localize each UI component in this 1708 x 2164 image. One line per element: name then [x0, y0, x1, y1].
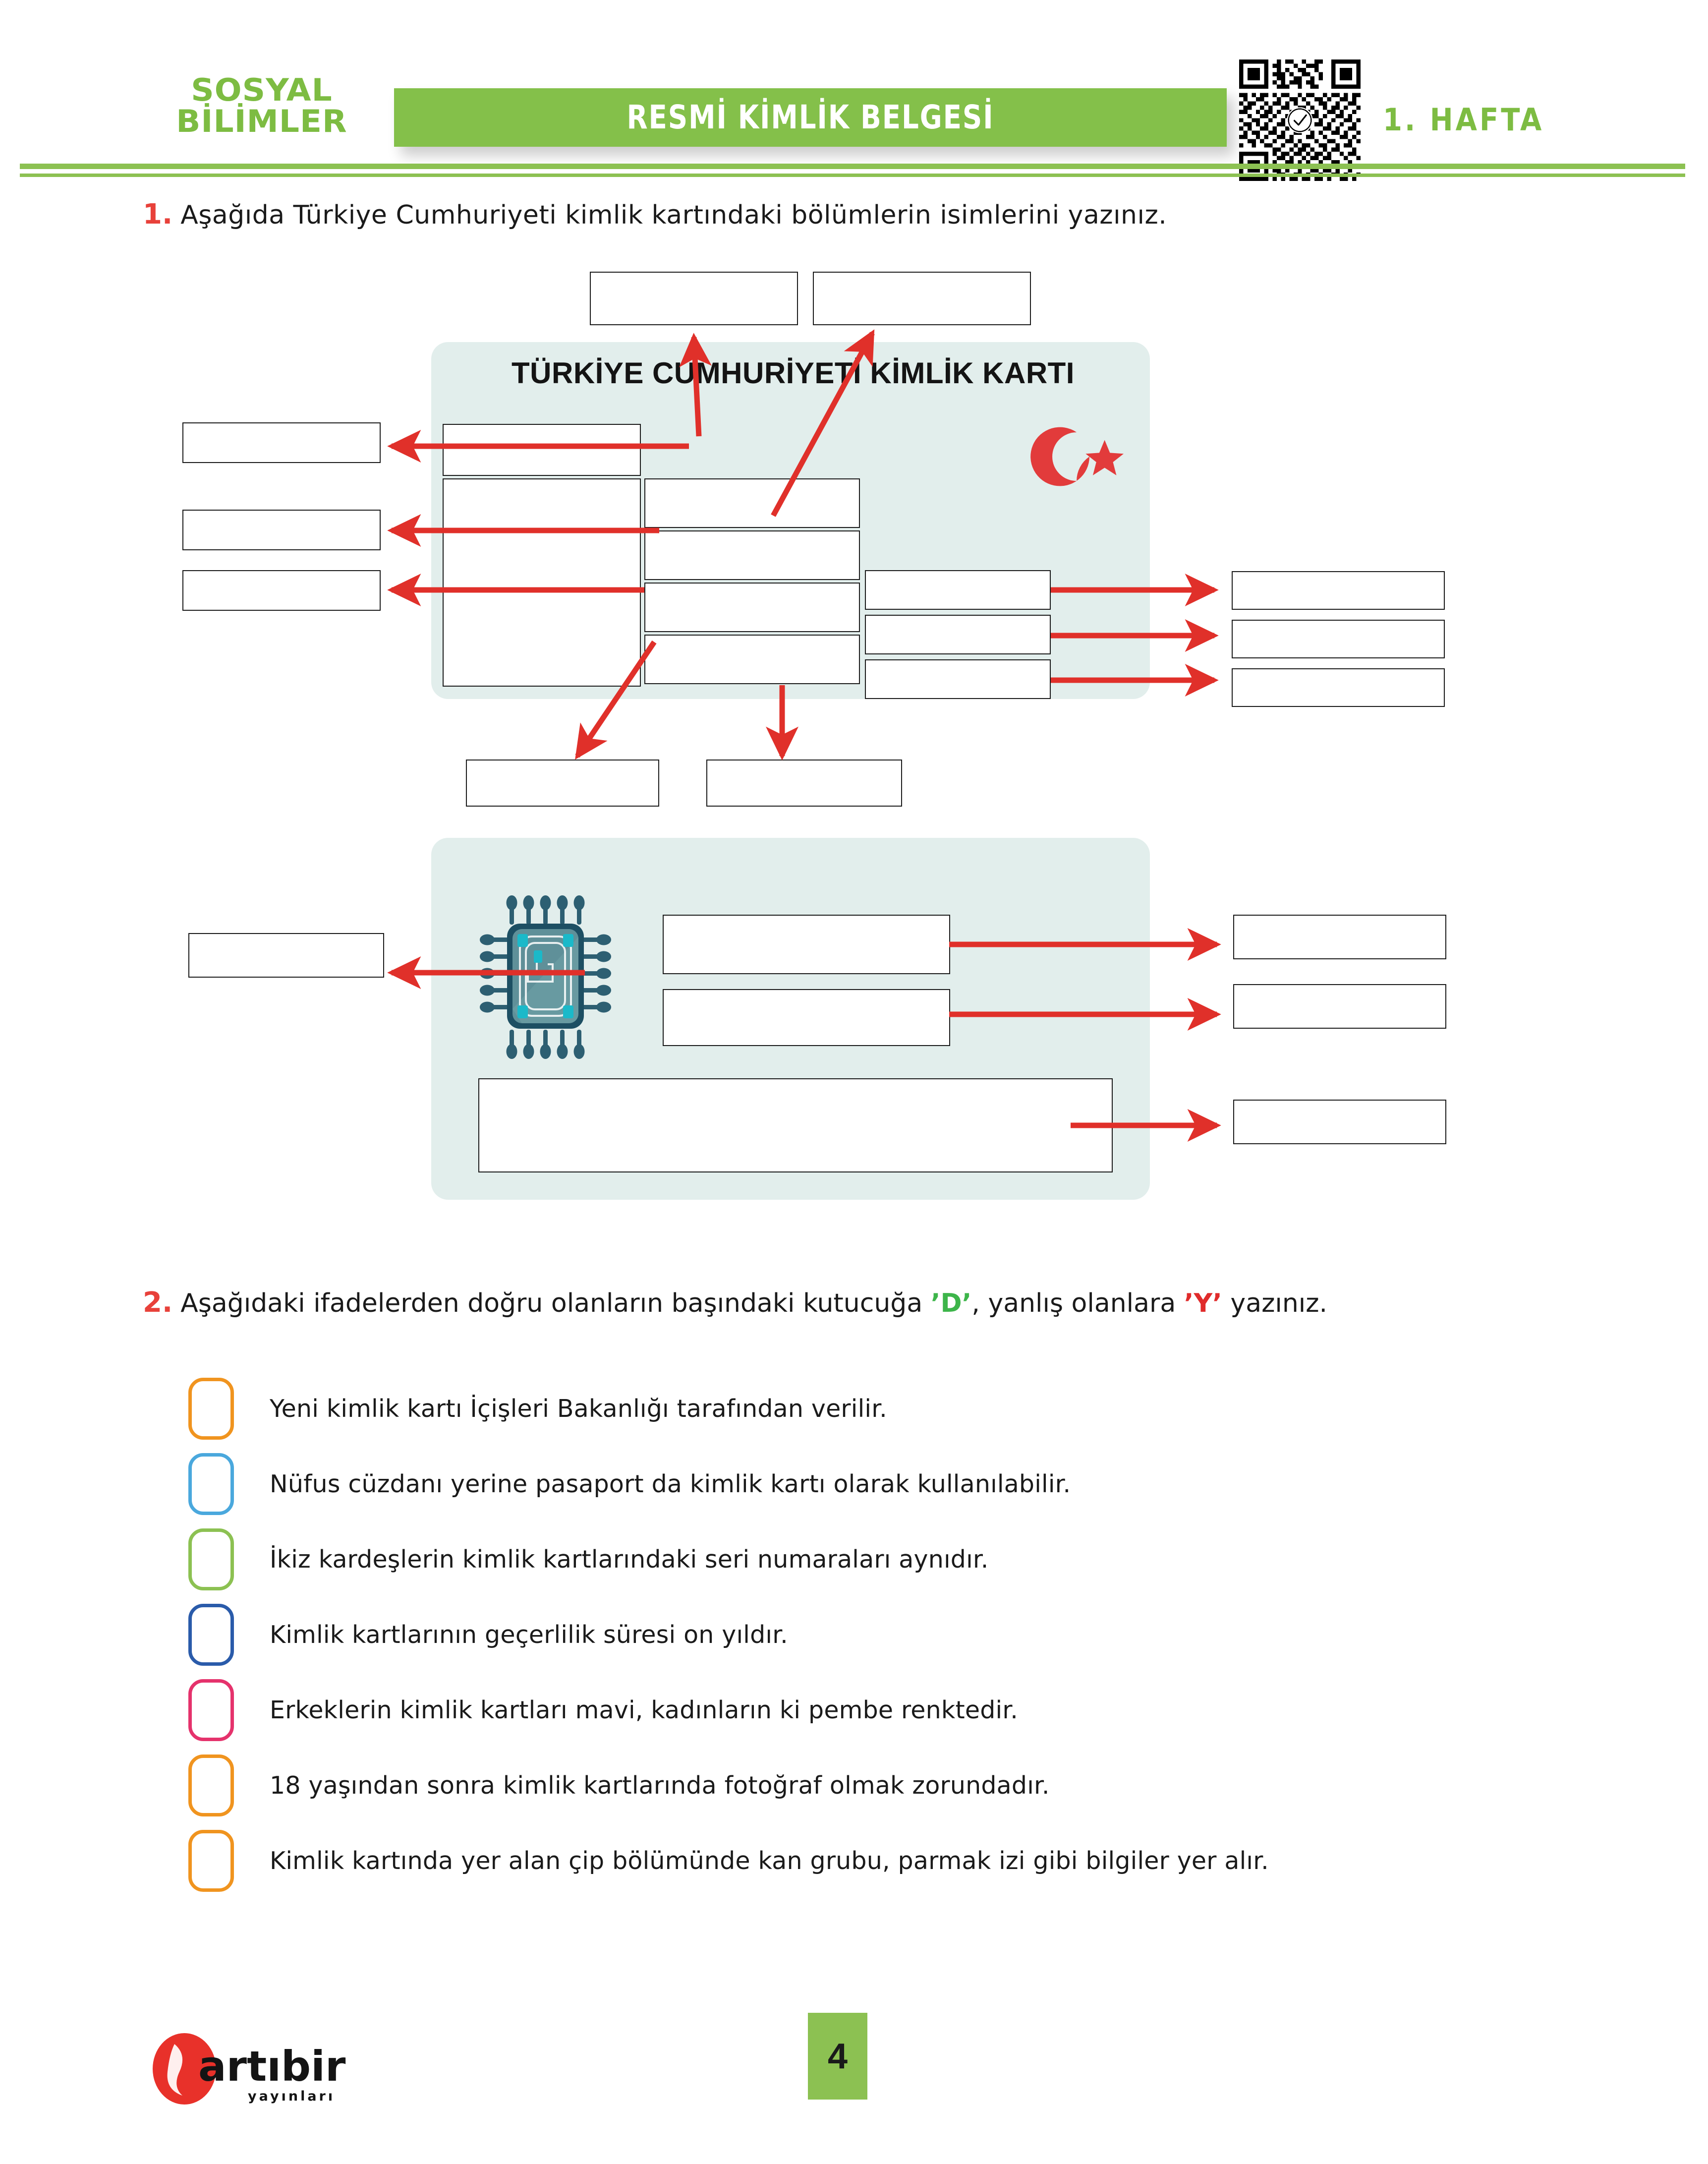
subject-logo-line1: SOSYAL — [191, 72, 333, 108]
card-field-photo-top — [443, 424, 641, 476]
answer-checkbox-1[interactable] — [188, 1378, 234, 1440]
list-item — [188, 1672, 1626, 1748]
question-2-text-part2: , yanlış olanlara — [971, 1288, 1184, 1318]
statement-text-6: 18 yaşından sonra kimlik kartlarında fotoğraf olmak zorundadır. — [270, 1771, 1050, 1800]
answer-blank-back-right-3[interactable] — [1233, 1100, 1446, 1144]
question-2-text-part1: Aşağıdaki ifadelerden doğru olanların başındaki kutucuğa — [180, 1288, 931, 1318]
card-field-mid-3 — [644, 583, 860, 632]
card-field-back-2 — [663, 989, 950, 1046]
turkish-flag-icon — [1021, 411, 1135, 501]
list-item — [188, 1446, 1626, 1521]
card-field-right-2 — [865, 615, 1051, 654]
answer-blank-front-bottom-2[interactable] — [706, 760, 902, 807]
title-banner — [394, 88, 1227, 147]
question-2-number: 2. — [143, 1287, 173, 1319]
svg-text:artıbir: artıbir — [198, 2042, 346, 2091]
token-d: ʼDʼ — [930, 1288, 972, 1318]
answer-blank-front-left-1[interactable] — [182, 422, 381, 463]
page-title: RESMİ KİMLİK BELGESİ — [626, 99, 994, 136]
list-item — [188, 1371, 1626, 1446]
page-header — [0, 0, 1708, 174]
answer-checkbox-7[interactable] — [188, 1830, 234, 1892]
header-rule-top — [20, 164, 1685, 169]
answer-blank-front-left-2[interactable] — [182, 510, 381, 550]
answer-checkbox-5[interactable] — [188, 1679, 234, 1741]
statement-text-4: Kimlik kartlarının geçerlilik süresi on yıldır. — [270, 1620, 788, 1649]
card-field-mid-2 — [644, 530, 860, 580]
token-y: ʼYʼ — [1184, 1288, 1222, 1318]
answer-blank-front-right-3[interactable] — [1232, 668, 1445, 707]
answer-blank-back-right-1[interactable] — [1233, 915, 1446, 959]
statement-text-5: Erkeklerin kimlik kartları mavi, kadınların ki pembe renktedir. — [270, 1696, 1018, 1724]
answer-checkbox-2[interactable] — [188, 1453, 234, 1515]
card-field-mid-1 — [644, 478, 860, 528]
answer-checkbox-4[interactable] — [188, 1604, 234, 1666]
page-number: 4 — [827, 2036, 848, 2076]
week-label: 1. HAFTA — [1383, 102, 1544, 138]
card-field-back-mrz — [478, 1078, 1113, 1172]
answer-checkbox-6[interactable] — [188, 1755, 234, 1816]
list-item — [188, 1748, 1626, 1823]
true-false-statement-list — [188, 1371, 1626, 1898]
card-field-mid-4 — [644, 635, 860, 684]
answer-checkbox-3[interactable] — [188, 1528, 234, 1590]
answer-blank-back-left-1[interactable] — [188, 933, 384, 978]
header-rule-bottom — [20, 174, 1685, 177]
statement-text-2: Nüfus cüzdanı yerine pasaport da kimlik kartı olarak kullanılabilir. — [270, 1469, 1071, 1498]
list-item — [188, 1597, 1626, 1672]
card-field-back-1 — [663, 915, 950, 974]
answer-blank-front-bottom-1[interactable] — [466, 760, 659, 807]
answer-blank-front-left-3[interactable] — [182, 570, 381, 611]
publisher-logo — [149, 2025, 362, 2112]
page-number-badge — [808, 2013, 867, 2100]
svg-text:yayınları: yayınları — [248, 2089, 336, 2104]
subject-logo — [154, 72, 370, 140]
list-item — [188, 1823, 1626, 1898]
answer-blank-front-right-1[interactable] — [1232, 571, 1445, 610]
question-2-text-part3: yazınız. — [1222, 1288, 1328, 1318]
id-card-front-title: TÜRKİYE CUMHURİYETİ KİMLİK KARTI — [512, 356, 1075, 390]
answer-blank-front-top-2[interactable] — [813, 272, 1031, 325]
subject-logo-line2: BİLİMLER — [176, 103, 347, 140]
question-1-heading — [143, 198, 1580, 238]
statement-text-1: Yeni kimlik kartı İçişleri Bakanlığı tarafından verilir. — [270, 1394, 887, 1423]
card-field-right-3 — [865, 659, 1051, 699]
qr-code-icon[interactable] — [1239, 59, 1361, 181]
answer-blank-back-right-2[interactable] — [1233, 984, 1446, 1029]
card-field-photo — [443, 478, 641, 687]
question-2-heading — [143, 1287, 1630, 1331]
question-1-text: Aşağıda Türkiye Cumhuriyeti kimlik kartındaki bölümlerin isimlerini yazınız. — [180, 200, 1167, 230]
question-1-number: 1. — [143, 198, 173, 231]
statement-text-3: İkiz kardeşlerin kimlik kartlarındaki seri numaraları aynıdır. — [270, 1545, 989, 1574]
smart-chip-icon — [478, 890, 627, 1063]
answer-blank-front-top-1[interactable] — [590, 272, 798, 325]
card-field-right-1 — [865, 570, 1051, 610]
answer-blank-front-right-2[interactable] — [1232, 620, 1445, 658]
list-item — [188, 1521, 1626, 1597]
statement-text-7: Kimlik kartında yer alan çip bölümünde kan grubu, parmak izi gibi bilgiler yer alır. — [270, 1846, 1269, 1875]
